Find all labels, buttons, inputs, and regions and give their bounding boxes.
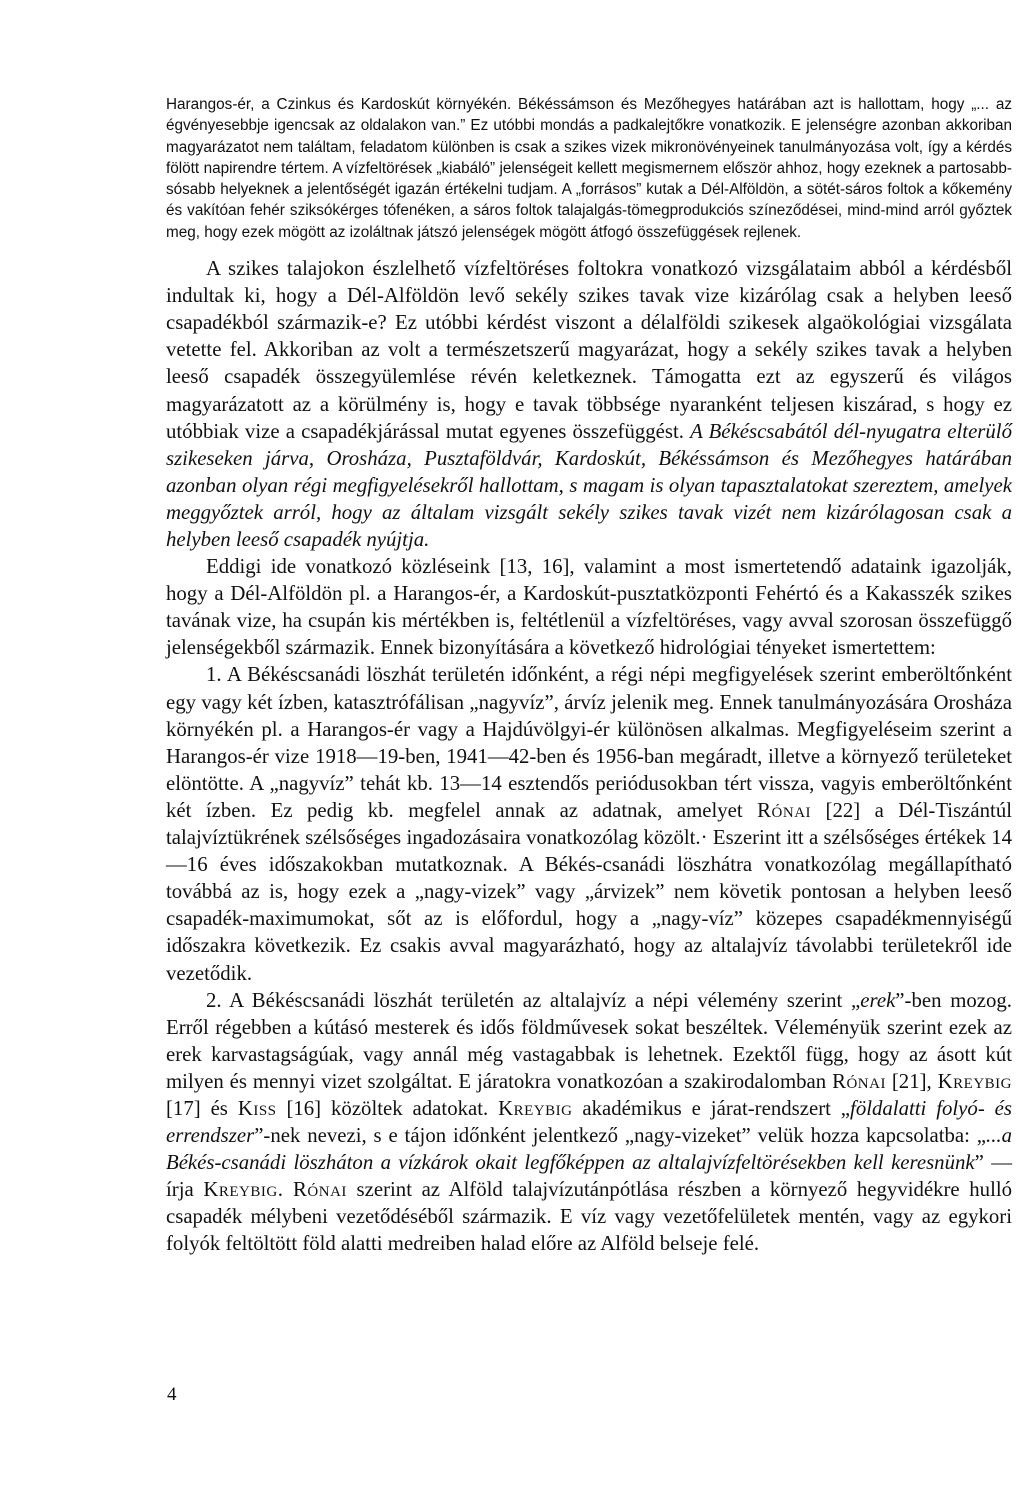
paragraph-4-text-e: [16] közöltek adatokat. xyxy=(286,1096,489,1120)
paragraph-4-text-g: ”-nek nevezi, s e tájon időnként jelentkező „nagy-vizeket” velük hozza kapcsolatba: „ xyxy=(254,1124,986,1148)
author-kreybig: Kreybig xyxy=(937,1069,1013,1093)
paragraph-3-text-b: [22] a Dél-Tiszántúl talajvíztükrének szélsőséges ingadozásaira vonatkozólag közölt.· Eszerint itt a szélsőséges értékek 14—16 éves időszakokban mutatkoznak. A Békés-csanádi löszhátra vonatkozólag megállapítható továbbá az is, hogy ezek a „nagy-vizek” vagy „árvizek” nem követik pontosan a helyben leeső csapadék-maximumokat, sőt az is előfordul, hogy a „nagy-víz” közepes csapadékmennyiségű időszakra következik. Ez csakis avval magyarázható, hogy az altalajvíz távolabbi területekről ide vezetődik. xyxy=(166,798,1012,985)
paragraph-4-text-h: ” — írja xyxy=(166,1151,1013,1202)
paragraph-4-quote-2: ...a Békés-csanádi löszháton a vízkárok okait legfőképpen az altalajvízfeltörésekben kell keresnünk xyxy=(166,1124,1012,1175)
paragraph-4-text-a: 2. A Békéscsanádi löszhát területén az altalajvíz a népi vélemény szerint „ xyxy=(206,988,861,1012)
author-ronai-2: Rónai xyxy=(832,1069,886,1093)
page-number: 4 xyxy=(167,1384,177,1405)
paragraph-4-text-i: szerint az Alföld talajvízutánpótlása részben a környező hegyvidékre hulló csapadék mélybeni vezetődéséből származik. E víz vagy vezetőfelületek mentén, vagy az egykori folyók feltöltött föld alatti medreiben halad előre az Alföld belseje felé. xyxy=(166,1178,1013,1256)
author-ronai: Rónai xyxy=(757,798,812,822)
paragraph-1 xyxy=(166,255,1012,553)
paragraph-4-text-c: [21], xyxy=(891,1069,932,1093)
paragraph-1-italic-text: A Békéscsabától dél-nyugatra elterülő szikeseken járva, Orosháza, Pusztaföldvár, Kardoskút, Békéssámson és Mezőhegyes határában azonban olyan régi megfigyelésekről hallottam, s magam is olyan tapasztalatokat szereztem, amelyek meggyőztek arról, hogy az általam vizsgált sekély szikes tavak vizét nem kizárólagosan csak a helyben leeső csapadék nyújtja. xyxy=(166,419,1012,552)
paragraph-4-text-b: ”-ben mozog. Erről régebben a kútásó mesterek és idős földművesek sokat beszéltek. Véleményük szerint ezek az erek karvastagságúak, vagy annál még vastagabbak is lehetnek. Ezektől függ, hogy az ásott kút milyen és mennyi vizet szolgáltat. E járatokra vonatkozóan a szakirodalomban xyxy=(166,988,1012,1093)
paragraph-4-text-d: [17] és xyxy=(166,1096,228,1120)
author-ronai-3: Rónai xyxy=(293,1178,347,1202)
paragraph-4 xyxy=(166,987,1012,1258)
paragraph-4-erek: erek xyxy=(860,988,896,1012)
paragraph-4-text-f: akadémikus e járat-rendszert „ xyxy=(582,1096,851,1120)
paragraph-3-text-a: 1. A Békéscsanádi löszhát területén időnként, a régi népi megfigyelések szerint emberöltőnként egy vagy két ízben, katasztrófálisan „nagyvíz”, árvíz jelenik meg. Ennek tanulmányozására Orosháza környékén pl. a Harangos-ér vagy a Hajdúvölgyi-ér különösen alkalmas. Megfigyeléseim szerint a Harangos-ér vize 1918—19-ben, 1941—42-ben és 1956-ban megáradt, illetve a környező területeket elöntötte. A „nagyvíz” tehát kb. 13—14 esztendős periódusokban tért vissza, vagyis emberöltőnként két ízben. Ez pedig kb. megfelel annak az adatnak, amelyet xyxy=(166,663,1012,822)
intro-small-paragraph: Harangos-ér, a Czinkus és Kardoskút környékén. Békéssámson és Mezőhegyes határában azt is hallottam, hogy „... az égvényesebbje igencsak az oldalakon van.” Ez utóbbi mondás a padkalejtőkre vonatkozik. E jelenségre azonban akkoriban magyarázatot nem találtam, feladatom különben is csak a szikes vizek mikronövényeinek tanulmányozása volt, így a kérdés fölött napirendre tértem. A vízfeltörések „kiabáló” jelenségeit kellett megismernem először ahhoz, hogy ezeknek a partosabb-sósabb helyeknek a jelentőségét igazán értékelni tudjam. A „forrásos” kutak a Dél-Alföldön, a sötét-sáros foltok a kőkemény és vakítóan fehér sziksókérges tófenéken, a sáros foltok talajalgás-tömegprodukciós színeződései, mind-mind arról győztek meg, hogy ezek mögött az izoláltnak játszó jelenségek mögött átfogó összefüggések rejlenek. xyxy=(166,96,1012,241)
paragraph-2: Eddigi ide vonatkozó közléseink [13, 16], valamint a most ismertetendő adataink igazolják, hogy a Dél-Alföldön pl. a Harangos-ér, a Kardoskút-pusztatközponti Fehértó és a Kakasszék szikes tavának vize, ha csupán kis mértékben is, feltétlenül a vízfeltöréses, vagy avval szorosan összefüggő jelenségekből származik. Ennek bizonyítására a következő hidrológiai tényeket ismertettem: xyxy=(166,555,1012,660)
main-text xyxy=(166,255,1012,1257)
author-kreybig-3: Kreybig. xyxy=(203,1178,284,1202)
paragraph-4-quote-1: földalatti folyó- és errendszer xyxy=(166,1096,1012,1148)
author-kreybig-2: Kreybig xyxy=(498,1096,573,1120)
page-content xyxy=(166,94,1012,1258)
paragraph-1-text: A szikes talajokon észlelhető vízfeltöréses foltokra vonatkozó vizsgálataim abból a kérdésből indultak ki, hogy a Dél-Alföldön levő sekély szikes tavak vize kizárólag csak a helyben leeső csapadékból származik-e? Ez utóbbi kérdést viszont a délalföldi szikesek algaökológiai vizsgálata vetette fel. Akkoriban az volt a természetszerű magyarázat, hogy a sekély szikes tavak a helyben leeső csapadék összegyülemlése révén keletkeznek. Támogatta ezt az egyszerű és világos magyarázatott az a körülmény is, hogy e tavak többsége nyaranként teljesen kiszárad, s hogy ez utóbbiak vize a csapadékjárással mutat egyenes összefüggést. xyxy=(166,257,1012,443)
author-kiss: Kiss xyxy=(237,1096,277,1120)
paragraph-3 xyxy=(166,661,1012,986)
